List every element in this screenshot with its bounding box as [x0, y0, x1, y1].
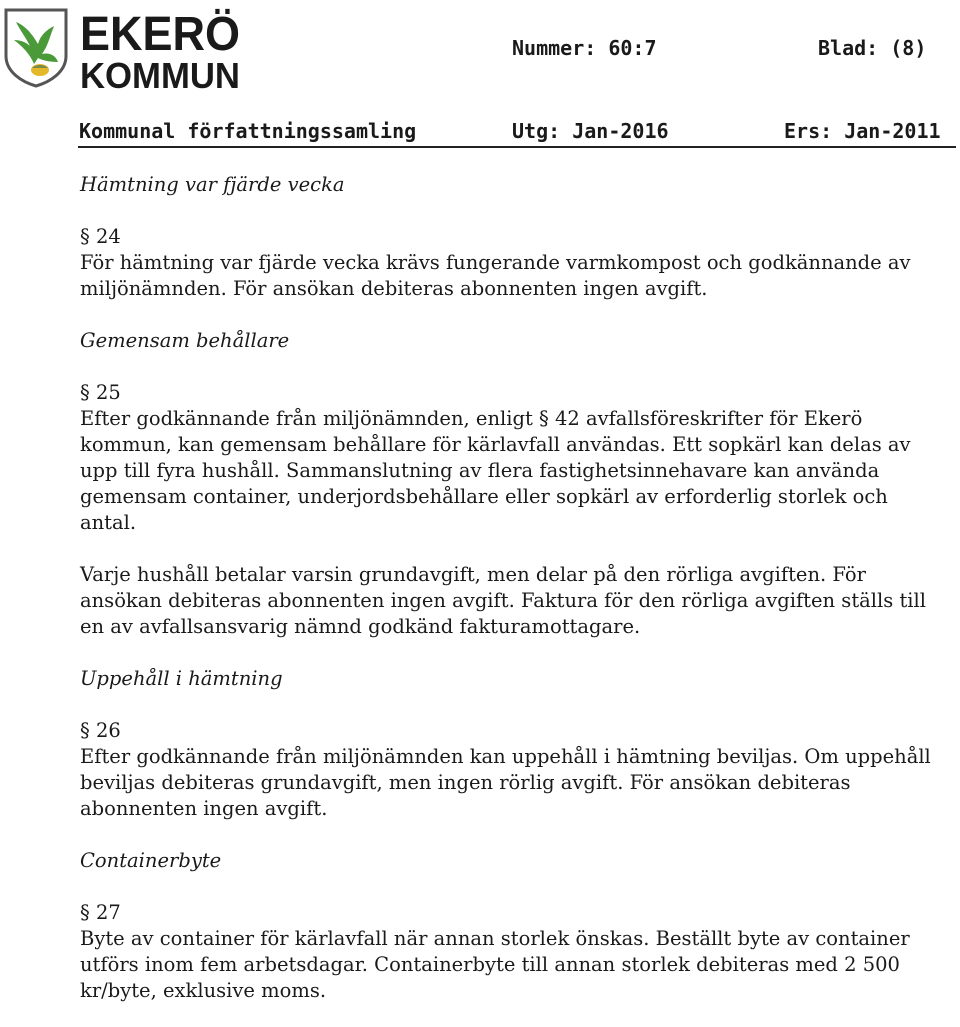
edition-date: Utg: Jan-2016: [512, 119, 669, 143]
document-body: [80, 172, 950, 1014]
section-27: [80, 848, 950, 1004]
collection-title: Kommunal författningssamling: [79, 119, 417, 143]
section-heading: Gemensam behållare: [80, 329, 290, 352]
section-number: § 25: [80, 381, 121, 404]
section-number: § 27: [80, 901, 121, 924]
section-text: Efter godkännande från miljönämnden, enligt § 42 avfallsföreskrifter för Ekerö kommun, kan gemensam behållare för kärlavfall användas. Ett sopkärl kan delas av upp till fyra hushåll. Sammanslutning av flera fastighetsinnehavare kan använda gemensam container, underjordsbehållare eller sopkärl av erforderlig storlek och antal.: [80, 407, 911, 534]
section-26: [80, 666, 950, 848]
section-25: [80, 328, 950, 640]
section-number: § 26: [80, 719, 121, 742]
logo-text-bottom: KOMMUN: [80, 55, 240, 92]
section-number: § 24: [80, 225, 121, 248]
section-text: Varje hushåll betalar varsin grundavgift, men delar på den rörliga avgiften. För ansökan debiteras abonnenten ingen avgift. Faktura för den rörliga avgiften ställs till en av avfallsansvarig nämnd godkänd fakturamottagare.: [80, 563, 927, 638]
crest-icon: [2, 6, 70, 88]
section-text: För hämtning var fjärde vecka krävs fungerande varmkompost och godkännande av miljönämnden. För ansökan debiteras abonnenten ingen avgift.: [80, 251, 911, 300]
header-divider: [78, 146, 956, 148]
section-heading: Hämtning var fjärde vecka: [80, 173, 345, 196]
document-number: Nummer: 60:7: [512, 36, 657, 60]
section-heading: Uppehåll i hämtning: [80, 667, 283, 690]
section-text: Byte av container för kärlavfall när annan storlek önskas. Beställt byte av container utförs inom fem arbetsdagar. Containerbyte till annan storlek debiteras med 2 500 kr/byte, exklusive moms.: [80, 927, 910, 1002]
section-heading: Containerbyte: [80, 849, 222, 872]
sheet-number: Blad: (8): [818, 36, 927, 60]
logo-text-top: EKERÖ: [80, 8, 240, 61]
section-24: [80, 172, 950, 328]
replaces-date: Ers: Jan-2011: [784, 119, 941, 143]
municipality-logo: [0, 0, 250, 95]
section-text: Efter godkännande från miljönämnden kan uppehåll i hämtning beviljas. Om uppehåll beviljas debiteras grundavgift, men ingen rörlig avgift. För ansökan debiteras abonnenten ingen avgift.: [80, 745, 931, 820]
